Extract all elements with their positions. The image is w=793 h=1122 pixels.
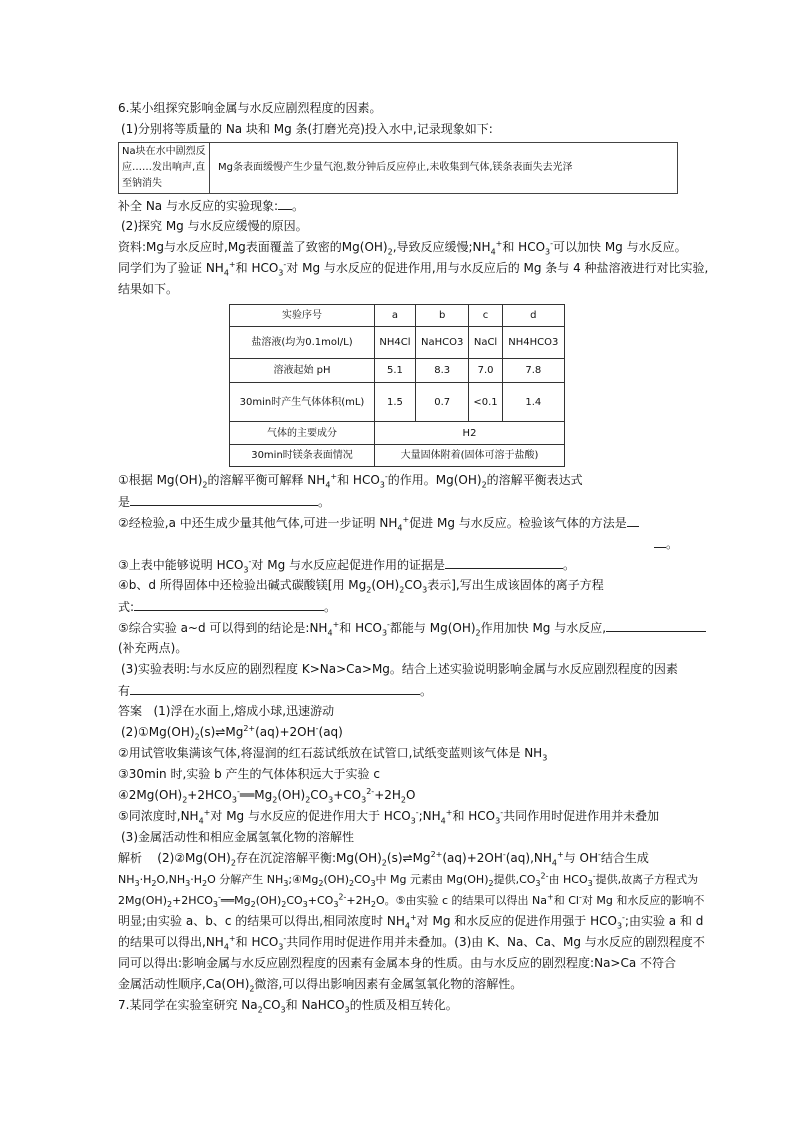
- analysis-line-7: [118, 974, 678, 995]
- subscript: 4: [490, 247, 496, 257]
- observation-table: [118, 142, 678, 194]
- q7-text: 和 NaHCO: [285, 998, 345, 1012]
- analysis-text: O 分解产生 NH: [207, 873, 284, 886]
- salt-b: NaHCO3: [415, 327, 469, 359]
- question-5-line: [118, 617, 678, 638]
- superscript: 2+: [243, 724, 256, 733]
- subscript: 3: [587, 879, 593, 889]
- subscript: 2: [250, 900, 256, 910]
- subscript: 4: [223, 942, 229, 952]
- analysis-text: ;④Mg: [288, 873, 319, 886]
- subscript: 4: [551, 858, 557, 868]
- superscript: +: [228, 260, 236, 269]
- subscript: 2: [151, 879, 157, 889]
- q2-text-b: 促进 Mg 与水反应。检验该气体的方法是: [409, 516, 627, 530]
- answer-line-6: [118, 806, 678, 827]
- analysis-text: 提供,CO: [493, 873, 536, 886]
- subscript: 3: [278, 942, 284, 952]
- answer-line-1: [118, 701, 678, 722]
- subscript: 2: [370, 900, 376, 910]
- analysis-text: ·H: [139, 873, 152, 886]
- subscript: 2: [488, 879, 494, 889]
- answer-text: (1)浮在水面上,熔成小球,迅速游动: [153, 704, 335, 718]
- analysis-text: +2H: [346, 894, 371, 907]
- answer-text: Mg: [225, 725, 244, 739]
- analysis-text: (OH): [255, 894, 282, 907]
- subscript: 3: [280, 1005, 286, 1015]
- subscript: 2: [349, 879, 355, 889]
- superscript: +: [228, 934, 236, 943]
- q2-text-a: ②经检验,a 中还生成少量其他气体,可进一步证明 NH: [118, 516, 398, 530]
- analysis-text: 共同作用时促进作用并未叠加。(3)由 K、Na、Ca、Mg 与水反应的剧烈程度不: [286, 935, 705, 949]
- analysis-text: 金属活动性顺序,Ca(OH): [118, 977, 250, 991]
- experiment-table: [229, 304, 565, 467]
- answer-line-4: ③30min 时,实验 b 产生的气体体积远大于实验 c: [118, 767, 380, 781]
- answer-line-2: [118, 722, 678, 743]
- q7-text: CO: [262, 998, 281, 1012]
- analysis-text: 存在沉淀溶解平衡:Mg(OH): [235, 851, 382, 865]
- answer-blank[interactable]: [134, 596, 324, 611]
- obs-mg-cell: Mg条表面缓慢产生少量气泡,数分钟后反应停止,未收集到气体,镁条表面失去光泽: [210, 143, 678, 194]
- subscript: 2: [366, 585, 372, 595]
- answer-text: O: [406, 788, 416, 802]
- analysis-text: O,NH: [156, 873, 186, 886]
- q5-text-a: ⑤综合实验 a~d 可以得到的结论是:NH: [118, 621, 328, 635]
- salt-c: NaCl: [469, 327, 502, 359]
- analysis-text: CO: [286, 894, 303, 907]
- superscript: -: [415, 808, 419, 817]
- q1-text-a: ①根据 Mg(OH): [118, 473, 203, 487]
- subscript: 3: [328, 795, 334, 805]
- subscript: 3: [379, 480, 385, 490]
- gas-label: 气体的主要成分: [230, 422, 375, 445]
- analysis-text: 2Mg(OH): [118, 894, 167, 907]
- subscript: 2: [387, 247, 393, 257]
- exp-text-c: 对 Mg 与水反应的促进作用,用与水反应后的 Mg 条与 4 种盐溶液进行对比实验,: [286, 261, 709, 275]
- superscript: -: [500, 808, 504, 817]
- subscript: 4: [325, 480, 331, 490]
- analysis-line-6: 同可以得出:影响金属与水反应剧烈程度的因素有金属本身的性质。由与水反应的剧烈程度:Na>Ca 不符合: [118, 956, 677, 970]
- answer-blank[interactable]: [278, 195, 292, 210]
- analysis-text: 中 Mg 元素由 Mg(OH): [375, 873, 489, 886]
- analysis-text: 明显;由实验 a、b、c 的结果可以得出,相同浓度时 NH: [118, 914, 405, 928]
- question-2-line: [118, 512, 678, 533]
- analysis-text: Mg: [412, 851, 431, 865]
- ph-b: 8.3: [415, 359, 469, 383]
- analysis-line-4: [118, 911, 704, 932]
- info-text-c: 和 HCO: [502, 240, 546, 254]
- analysis-text: (s): [386, 851, 403, 865]
- subscript: 2: [202, 480, 208, 490]
- col-c: c: [469, 305, 502, 327]
- vol-b: 0.7: [415, 383, 469, 422]
- superscript: +: [495, 239, 503, 248]
- exp-text-b: 和 HCO: [235, 261, 279, 275]
- question-5-note: (补充两点)。: [118, 641, 188, 655]
- answer-text: +CO: [333, 788, 362, 802]
- equilibrium-arrow-icon: ⇌: [215, 725, 226, 739]
- subscript: 2: [400, 795, 406, 805]
- subscript: 4: [223, 268, 229, 278]
- analysis-text: (aq),NH: [505, 851, 552, 865]
- answer-label: 答案: [118, 704, 143, 718]
- superscript: +: [547, 892, 554, 902]
- answer-blank[interactable]: [606, 617, 706, 632]
- col-d: d: [502, 305, 564, 327]
- analysis-line-3: [118, 890, 705, 911]
- equilibrium-arrow-icon: ⇌: [402, 851, 413, 865]
- question-4-answer: 式: 。: [118, 596, 678, 617]
- subscript: 2: [182, 795, 188, 805]
- analysis-text: (2)②Mg(OH): [157, 851, 231, 865]
- superscript: -: [236, 787, 240, 796]
- subscript: 3: [278, 268, 284, 278]
- superscript: -: [384, 472, 388, 481]
- analysis-text: 和 Cl: [553, 894, 579, 907]
- subscript: 3: [381, 628, 388, 638]
- answer-text: (s): [199, 725, 216, 739]
- q7-title: [118, 995, 678, 1016]
- subscript: 2: [399, 585, 405, 595]
- q4-text-b: (OH): [371, 578, 400, 592]
- subscript: 3: [361, 795, 367, 805]
- subscript: 4: [404, 921, 410, 931]
- ph-a: 5.1: [375, 359, 416, 383]
- col-a: a: [375, 305, 416, 327]
- answer-text: CO: [310, 788, 329, 802]
- answer-text: 对 Mg 与水反应的促进作用大于 HCO: [210, 809, 411, 823]
- analysis-line-2: [118, 869, 699, 890]
- subscript: 2: [202, 879, 208, 889]
- superscript: 2+: [430, 850, 443, 859]
- q4-text-e: 式:: [118, 600, 135, 614]
- salt-label: 盐溶液(均为0.1mol/L): [230, 327, 375, 359]
- question-3-line: ③上表中能够说明 $HCO_3^-$对 Mg 与水反应起促进作用的证据是 。: [118, 554, 678, 575]
- analysis-text: 对 Mg 和水反应的促进作用强于 HCO: [416, 914, 617, 928]
- q1-text-c: 和 HCO: [337, 473, 380, 487]
- analysis-text: ·H: [190, 873, 202, 886]
- answer-blank[interactable]: [130, 491, 318, 506]
- question-4-line: [118, 575, 678, 596]
- result-line: 结果如下。: [118, 282, 179, 296]
- subscript: 4: [198, 816, 204, 826]
- exp-text-a: 同学们为了验证 NH: [118, 261, 224, 275]
- subscript: 2: [272, 795, 278, 805]
- subscript: 3: [185, 879, 191, 889]
- subscript: 3: [370, 879, 376, 889]
- question-1-answer: 是 。: [118, 491, 678, 512]
- reaction-arrow-icon: ══: [220, 894, 235, 907]
- subscript: 3: [495, 816, 501, 826]
- fill-na-text: 补全 Na 与水反应的实验现象:: [118, 199, 279, 213]
- analysis-text: 提供,故离子方程式为: [595, 873, 699, 886]
- analysis-text: 对 Mg 和水反应的影响不: [581, 894, 705, 907]
- answer-blank[interactable]: [654, 533, 666, 548]
- analysis-text: 微溶,可以得出影响因素有金属氢氧化物的溶解性。: [254, 977, 523, 991]
- subscript: 3: [243, 565, 249, 575]
- question-2-answer: 。: [118, 533, 678, 554]
- analysis-text: NH: [118, 873, 135, 886]
- salt-a: NH4Cl: [375, 327, 416, 359]
- salt-d: NH4HCO3: [502, 327, 564, 359]
- question-6-line: (3)实验表明:与水反应的剧烈程度 K>Na>Ca>Mg。结合上述实验说明影响金属与水反应剧烈程度的因素: [121, 662, 678, 676]
- question-6-answer: 有 。: [118, 680, 678, 701]
- subscript: 4: [440, 816, 446, 826]
- q1-text-b: 的溶解平衡可解释 NH: [207, 473, 326, 487]
- analysis-text: +2HCO: [172, 894, 213, 907]
- ph-label: 溶液起始 pH: [230, 359, 375, 383]
- answer-blank[interactable]: [130, 680, 420, 695]
- analysis-text: ;由实验 a 和 d: [624, 914, 704, 928]
- subscript: 2: [305, 795, 311, 805]
- subscript: 3: [231, 795, 237, 805]
- subscript: 2: [381, 858, 387, 868]
- analysis-text: (aq)+2OH: [442, 851, 503, 865]
- analysis-line-1: [118, 848, 678, 869]
- subscript: 2: [166, 900, 173, 910]
- answer-text: +2HCO: [187, 788, 232, 802]
- answer-text: (2)①Mg(OH): [121, 725, 195, 739]
- obs-na-cell: Na块在水中剧烈反应……发出响声,直至钠消失: [119, 143, 210, 194]
- vol-c: <0.1: [469, 383, 502, 422]
- analysis-text: 的结果可以得出,NH: [118, 935, 224, 949]
- reaction-arrow-icon: ══: [239, 788, 255, 802]
- document-page: [118, 98, 709, 1016]
- superscript: 2-: [366, 787, 375, 796]
- superscript: +: [445, 808, 453, 817]
- question-1-line: [118, 470, 678, 491]
- subscript: 2: [194, 732, 200, 742]
- surface-value: 大量固体附着(固体可溶于盐酸): [375, 445, 565, 467]
- surface-label: 30min时镁条表面情况: [230, 445, 375, 467]
- answer-text: (aq)+2OH: [255, 725, 316, 739]
- subscript: 2: [249, 984, 255, 994]
- superscript: +: [330, 472, 338, 481]
- superscript: +: [409, 913, 417, 922]
- fill-na-line: 补全 Na 与水反应的实验现象: 。: [118, 195, 678, 216]
- col-b: b: [415, 305, 469, 327]
- q6-part2: (2)探究 Mg 与水反应缓慢的原因。: [121, 219, 308, 233]
- subscript: 4: [397, 523, 403, 533]
- subscript: 3: [542, 753, 548, 763]
- subscript: 3: [212, 900, 218, 910]
- subscript: 3: [410, 816, 416, 826]
- superscript: -: [283, 934, 287, 943]
- q1-text-e: 的溶解平衡表达式: [486, 473, 583, 487]
- info-text-a: 资料:Mg与水反应时,Mg表面覆盖了致密的Mg(OH): [118, 240, 388, 254]
- superscript: -: [502, 850, 506, 859]
- subscript: 3: [333, 900, 339, 910]
- q5-text-c: 都能与 Mg(OH): [389, 621, 476, 635]
- subscript: 2: [257, 1005, 263, 1015]
- q4-text-d: 表示],写出生成该固体的离子方程: [427, 578, 604, 592]
- analysis-text: (OH): [323, 873, 349, 886]
- q5-text-b: 和 HCO: [339, 621, 382, 635]
- superscript: +: [332, 620, 340, 629]
- answer-line-7: (3)金属活动性和相应金属氢氧化物的溶解性: [121, 830, 354, 844]
- answer-line-5: [118, 785, 678, 806]
- q6-title: 6.某小组探究影响金属与水反应剧烈程度的因素。: [118, 101, 382, 115]
- analysis-text: Mg: [234, 894, 251, 907]
- subscript: 3: [302, 900, 308, 910]
- vol-d: 1.4: [502, 383, 564, 422]
- info-line: [118, 237, 687, 258]
- subscript: 3: [545, 247, 551, 257]
- subscript: 2: [318, 879, 324, 889]
- subscript: 2: [230, 858, 236, 868]
- experiment-line: [118, 258, 709, 279]
- answer-text: ④2Mg(OH): [118, 788, 183, 802]
- analysis-text: CO: [354, 873, 371, 886]
- info-text-b: ,导致反应缓慢;NH: [392, 240, 491, 254]
- superscript: +: [557, 850, 564, 859]
- q4-text-a: ④b、d 所得固体中还检验出碱式碳酸镁[用 Mg: [118, 578, 367, 592]
- answer-text: ⑤同浓度时,NH: [118, 809, 199, 823]
- superscript: -: [550, 239, 554, 248]
- superscript: 2-: [540, 871, 549, 881]
- superscript: -: [598, 850, 601, 859]
- analysis-label: 解析: [118, 851, 143, 865]
- superscript: -: [578, 892, 582, 902]
- superscript: -: [315, 724, 319, 733]
- superscript: 2-: [338, 892, 347, 902]
- answer-text: ;NH: [418, 809, 441, 823]
- subscript: 3: [535, 879, 541, 889]
- analysis-text: 结合生成: [600, 851, 649, 865]
- subscript: 2: [481, 480, 487, 490]
- subscript: 3: [422, 585, 428, 595]
- q6-part1: (1)分别将等质量的 Na 块和 Mg 条(打磨光亮)投入水中,记录现象如下:: [121, 122, 493, 136]
- q3-text-b: 对 Mg 与水反应起促进作用的证据是: [251, 558, 446, 572]
- analysis-text: 由 HCO: [548, 873, 588, 886]
- superscript: -: [387, 620, 390, 629]
- answer-blank[interactable]: [445, 554, 563, 569]
- superscript: -: [592, 871, 596, 881]
- superscript: -: [283, 260, 287, 269]
- answer-text: Mg: [254, 788, 273, 802]
- q5-text-d: 作用加快 Mg 与水反应,: [480, 621, 607, 635]
- q7-text: 7.某同学在实验室研究 Na: [118, 998, 258, 1012]
- subscript: 3: [616, 921, 623, 931]
- superscript: -: [622, 913, 625, 922]
- analysis-text: O。⑤由实验 c 的结果可以得出 Na: [376, 894, 548, 907]
- ph-d: 7.8: [502, 359, 564, 383]
- answer-text: +2H: [374, 788, 401, 802]
- subscript: 2: [475, 628, 481, 638]
- q6-text-b: 有: [118, 684, 131, 698]
- q1-text-f: 是: [118, 495, 131, 509]
- answer-line-3: [118, 743, 678, 764]
- ph-c: 7.0: [469, 359, 502, 383]
- subscript: 4: [327, 628, 333, 638]
- superscript: +: [402, 515, 410, 524]
- analysis-line-5: [118, 932, 705, 953]
- subscript: 3: [134, 879, 140, 889]
- header-label: 实验序号: [230, 305, 375, 327]
- q1-text-d: 的作用。Mg(OH): [387, 473, 482, 487]
- superscript: -: [248, 557, 252, 566]
- analysis-text: 与 OH: [563, 851, 598, 865]
- info-text-d: 可以加快 Mg 与水反应。: [553, 240, 687, 254]
- gas-value: H2: [375, 422, 565, 445]
- analysis-text: 和 HCO: [235, 935, 279, 949]
- q7-text: 的性质及相互转化。: [349, 998, 458, 1012]
- answer-text: 和 HCO: [452, 809, 496, 823]
- answer-blank[interactable]: [627, 512, 639, 527]
- q4-text-c: CO: [404, 578, 423, 592]
- answer-text: 共同作用时促进作用并未叠加: [503, 809, 660, 823]
- volume-label: 30min时产生气体体积(mL): [230, 383, 375, 422]
- superscript: -: [218, 892, 221, 902]
- subscript: 3: [344, 1005, 350, 1015]
- subscript: 3: [283, 879, 289, 889]
- subscript: 2: [281, 900, 287, 910]
- answer-text: ②用试管收集满该气体,将湿润的红石蕊试纸放在试管口,试纸变蓝则该气体是 NH: [118, 746, 543, 760]
- analysis-text: +CO: [307, 894, 334, 907]
- q3-text-a: ③上表中能够说明 HCO: [118, 558, 244, 572]
- answer-text: (OH): [277, 788, 306, 802]
- vol-a: 1.5: [375, 383, 416, 422]
- superscript: +: [203, 808, 211, 817]
- answer-text: (aq): [318, 725, 343, 739]
